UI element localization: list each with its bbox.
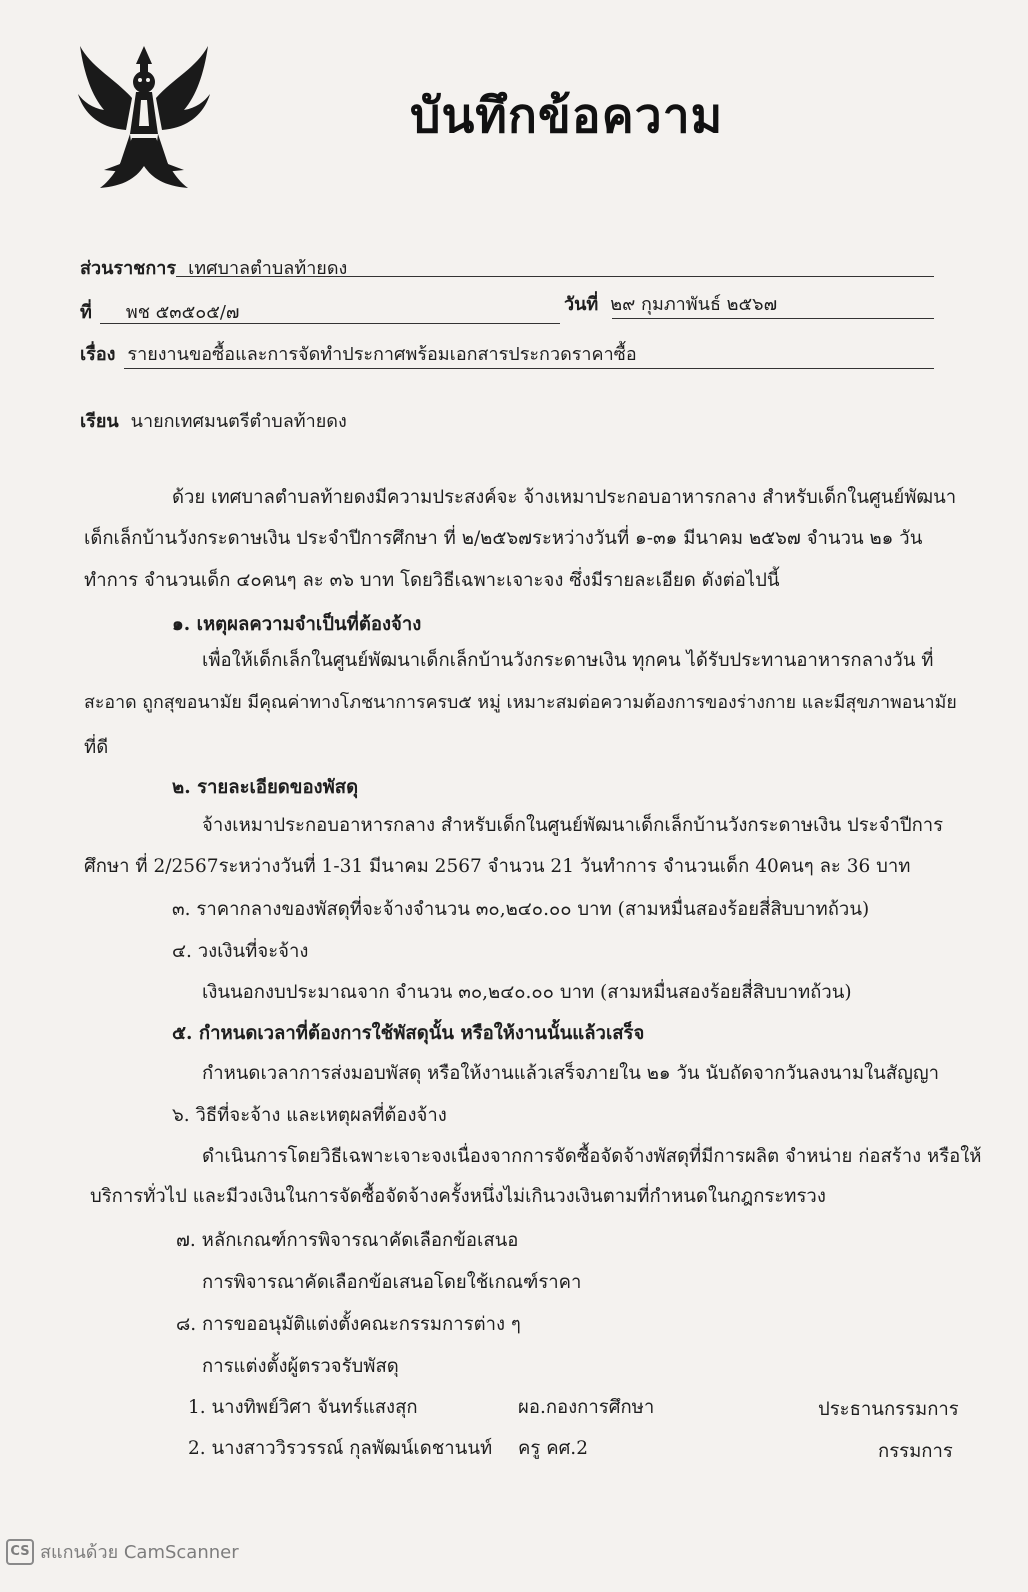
intro-line-2: เด็กเล็กบ้านวังกระดาษเงิน ประจำปีการศึกษา ที่ ๒/๒๕๖๗ระหว่างวันที่ ๑-๓๑ มีนาคม ๒๕๖๗ จำนวน ๒๑ วัน	[84, 528, 923, 549]
subject-underline	[124, 368, 934, 369]
reference-field	[80, 297, 239, 326]
section-5-heading: ๕. กำหนดเวลาที่ต้องการใช้พัสดุนั้น หรือให้งานนั้นแล้วเสร็จ	[172, 1023, 645, 1044]
intro-line-3: ทำการ จำนวนเด็ก ๔๐คนๆ ละ ๓๖ บาท โดยวิธีเฉพาะเจาะจง ซึ่งมีรายละเอียด ดังต่อไปนี้	[84, 570, 780, 591]
committee-member-1-position: ผอ.กองการศึกษา	[518, 1397, 655, 1418]
section-1-line-1: เพื่อให้เด็กเล็กในศูนย์พัฒนาเด็กเล็กบ้านวังกระดาษเงิน ทุกคน ได้รับประทานอาหารกลางวัน ที่	[202, 650, 934, 671]
committee-member-2-role: กรรมการ	[878, 1441, 953, 1462]
committee-member-1-role: ประธานกรรมการ	[818, 1399, 959, 1420]
camscanner-watermark	[6, 1537, 239, 1566]
agency-label: ส่วนราชการ	[80, 258, 177, 279]
date-value: ๒๙ กุมภาพันธ์ ๒๕๖๗	[610, 294, 778, 315]
subject-label: เรื่อง	[80, 344, 116, 365]
section-1-line-3: ที่ดี	[84, 737, 109, 758]
committee-member-2-name: 2. นางสาววิรวรรณ์ กุลพัฒน์เดชานนท์	[188, 1438, 493, 1459]
camscanner-text: สแกนด้วย CamScanner	[40, 1542, 239, 1563]
reference-label: ที่	[80, 302, 92, 323]
subject-value: รายงานขอซื้อและการจัดทำประกาศพร้อมเอกสารประกวดราคาซื้อ	[127, 344, 637, 365]
document-title: บันทึกข้อความ	[410, 88, 724, 144]
addressee-field	[80, 406, 347, 435]
section-7-text: การพิจารณาคัดเลือกข้อเสนอโดยใช้เกณฑ์ราคา	[202, 1272, 582, 1293]
addressee-label: เรียน	[80, 411, 119, 432]
section-3-heading: ๓. ราคากลางของพัสดุที่จะจ้างจำนวน ๓๐,๒๔๐.๐๐ บาท (สามหมื่นสองร้อยสี่สิบบาทถ้วน)	[172, 899, 870, 920]
committee-member-1-name: 1. นางทิพย์วิศา จันทร์แสงสุก	[188, 1397, 418, 1418]
committee-member-2-position: ครู คศ.2	[518, 1438, 588, 1459]
intro-line-1: ด้วย เทศบาลตำบลท้ายดงมีความประสงค์จะ จ้างเหมาประกอบอาหารกลาง สำหรับเด็กในศูนย์พัฒนา	[172, 487, 957, 508]
section-8-heading: ๘. การขออนุมัติแต่งตั้งคณะกรรมการต่าง ๆ	[176, 1314, 521, 1335]
camscanner-icon: CS	[6, 1539, 34, 1565]
section-4-heading: ๔. วงเงินที่จะจ้าง	[172, 941, 309, 962]
reference-underline	[100, 323, 560, 324]
garuda-emblem-icon	[74, 38, 214, 196]
section-7-heading: ๗. หลักเกณฑ์การพิจารณาคัดเลือกข้อเสนอ	[176, 1230, 519, 1251]
section-6-heading: ๖. วิธีที่จะจ้าง และเหตุผลที่ต้องจ้าง	[172, 1105, 447, 1126]
section-2-line-1: จ้างเหมาประกอบอาหารกลาง สำหรับเด็กในศูนย์พัฒนาเด็กเล็กบ้านวังกระดาษเงิน ประจำปีการ	[202, 815, 944, 836]
section-6-line-1: ดำเนินการโดยวิธีเฉพาะเจาะจงเนื่องจากการจัดซื้อจัดจ้างพัสดุที่มีการผลิต จำหน่าย ก่อสร้าง หรือให้	[202, 1146, 982, 1167]
section-4-text: เงินนอกงบประมาณจาก จำนวน ๓๐,๒๔๐.๐๐ บาท (สามหมื่นสองร้อยสี่สิบบาทถ้วน)	[202, 982, 852, 1003]
section-1-heading: ๑. เหตุผลความจำเป็นที่ต้องจ้าง	[172, 614, 422, 635]
agency-value: เทศบาลตำบลท้ายดง	[188, 258, 348, 279]
section-6-line-2: บริการทั่วไป และมีวงเงินในการจัดซื้อจัดจ้างครั้งหนึ่งไม่เกินวงเงินตามที่กำหนดในกฎกระทรวง	[90, 1186, 826, 1207]
section-2-heading: ๒. รายละเอียดของพัสดุ	[172, 777, 359, 798]
agency-field	[80, 253, 347, 282]
date-label: วันที่	[564, 294, 599, 315]
section-1-line-2: สะอาด ถูกสุขอนามัย มีคุณค่าทางโภชนาการครบ๕ หมู่ เหมาะสมต่อความต้องการของร่างกาย และมีสุขภาพอนามัย	[84, 692, 957, 713]
section-5-text: กำหนดเวลาการส่งมอบพัสดุ หรือให้งานแล้วเสร็จภายใน ๒๑ วัน นับถัดจากวันลงนามในสัญญา	[202, 1063, 940, 1084]
date-field	[564, 289, 777, 318]
subject-field	[80, 339, 637, 368]
reference-value: พช ๕๓๕๐๕/๗	[125, 302, 240, 323]
addressee-value: นายกเทศมนตรีตำบลท้ายดง	[130, 411, 347, 432]
agency-underline	[176, 276, 934, 277]
date-underline	[612, 318, 934, 319]
section-8-text: การแต่งตั้งผู้ตรวจรับพัสดุ	[202, 1356, 399, 1377]
section-2-line-2: ศึกษา ที่ 2/2567ระหว่างวันที่ 1-31 มีนาคม 2567 จำนวน 21 วันทำการ จำนวนเด็ก 40คนๆ ละ 36 บาท	[84, 856, 911, 877]
